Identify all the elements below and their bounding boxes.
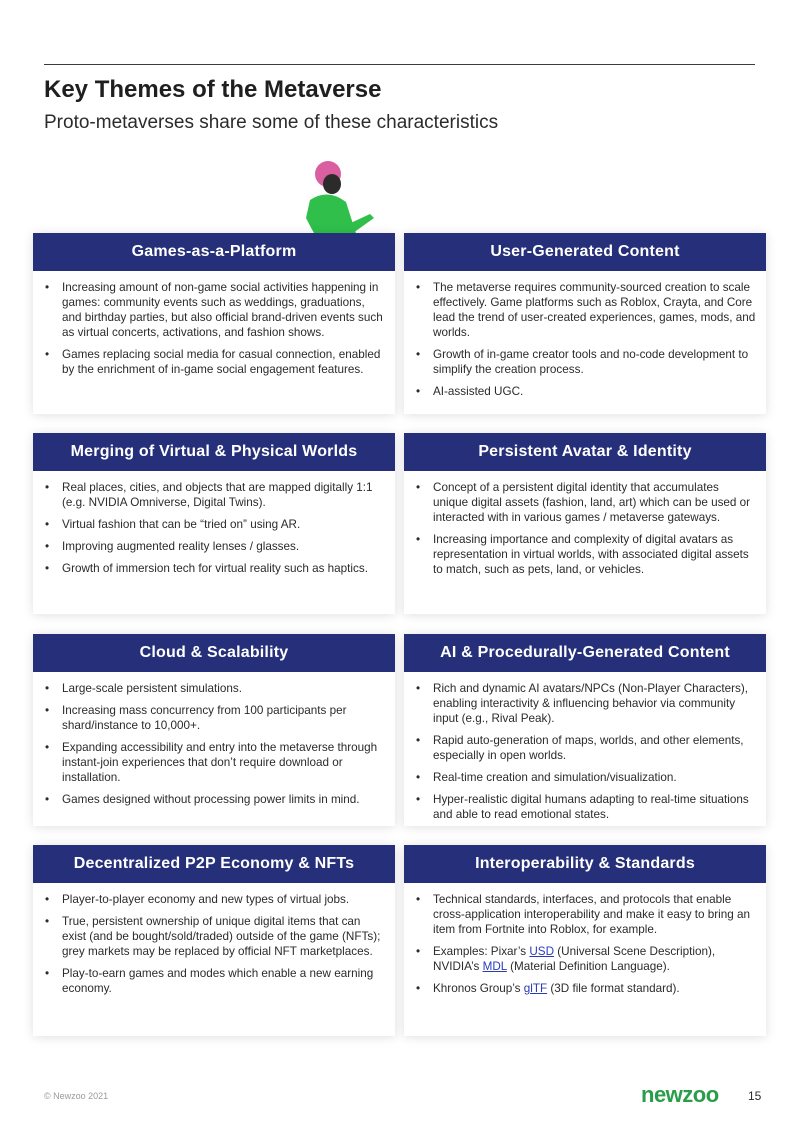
bullet-item: • AI-assisted UGC. — [414, 384, 756, 399]
page-title: Key Themes of the Metaverse — [44, 76, 382, 103]
bullet-item: • Hyper-realistic digital humans adapting to real-time situations and able to read emotional states. — [414, 792, 756, 822]
bullet-item: • Player-to-player economy and new types of virtual jobs. — [43, 892, 385, 907]
bullet-text: (Universal Scene Description), NVIDIA’s — [433, 945, 716, 973]
bullet-item-khronos — [414, 981, 756, 996]
bullet-list — [404, 271, 766, 414]
bullet-list — [33, 271, 395, 392]
bullet-item: • Increasing importance and complexity of digital avatars as representation in virtual worlds, with associated digital assets to match, such as pets, land, or vehicles. — [414, 532, 756, 577]
newzoo-logo: newzoo — [641, 1082, 719, 1107]
card-header: Cloud & Scalability — [33, 634, 395, 672]
bullet-item: • Rapid auto-generation of maps, worlds, and other elements, especially in open worlds. — [414, 733, 756, 763]
bullet-list — [33, 883, 395, 1011]
card-cloud-scalability — [33, 634, 395, 826]
card-header: AI & Procedurally-Generated Content — [404, 634, 766, 672]
gltf-link[interactable]: glTF — [523, 982, 548, 995]
card-header: Persistent Avatar & Identity — [404, 433, 766, 471]
bullet-text: Examples: Pixar’s — [433, 945, 530, 958]
bullet-item: • Rich and dynamic AI avatars/NPCs (Non-Player Characters), enabling interactivity & influencing behavior via community input (e.g., Rival Peak). — [414, 681, 756, 726]
card-header: Games-as-a-Platform — [33, 233, 395, 271]
bullet-list — [33, 471, 395, 591]
bullet-list — [404, 672, 766, 837]
bullet-item: • Growth of in-game creator tools and no-code development to simplify the creation process. — [414, 347, 756, 377]
bullet-item: • Expanding accessibility and entry into the metaverse through instant-join experiences that don’t require download or installation. — [43, 740, 385, 785]
card-merging-worlds — [33, 433, 395, 614]
card-header: User-Generated Content — [404, 233, 766, 271]
bullet-text: (Material Definition Language). — [506, 960, 670, 973]
bullet-text: (3D file format standard). — [547, 982, 680, 995]
card-user-generated-content — [404, 233, 766, 414]
bullet-item: • Growth of immersion tech for virtual reality such as haptics. — [43, 561, 385, 576]
card-interoperability — [404, 845, 766, 1036]
bullet-item: • Concept of a persistent digital identity that accumulates unique digital assets (fashion, land, art) which can be used or interacted with in various games / metaverse gateways. — [414, 480, 756, 525]
bullet-item-examples — [414, 944, 756, 974]
page-subtitle: Proto-metaverses share some of these characteristics — [44, 112, 499, 133]
bullet-list — [33, 672, 395, 822]
bullet-item: • Real places, cities, and objects that are mapped digitally 1:1 (e.g. NVIDIA Omniverse, Digital Twins). — [43, 480, 385, 510]
card-decentralized-economy — [33, 845, 395, 1036]
card-header: Merging of Virtual & Physical Worlds — [33, 433, 395, 471]
card-header: Interoperability & Standards — [404, 845, 766, 883]
page-number: 15 — [748, 1089, 762, 1103]
card-persistent-avatar — [404, 433, 766, 614]
bullet-item: • Play-to-earn games and modes which enable a new earning economy. — [43, 966, 385, 996]
card-header: Decentralized P2P Economy & NFTs — [33, 845, 395, 883]
bullet-item: • Technical standards, interfaces, and protocols that enable cross-application interoperability and make it easy to bring an item from Fortnite into Roblox, for example. — [414, 892, 756, 937]
bullet-item: • Improving augmented reality lenses / glasses. — [43, 539, 385, 554]
card-ai-procedural — [404, 634, 766, 826]
usd-link[interactable]: USD — [529, 945, 555, 958]
bullet-item: • Real-time creation and simulation/visualization. — [414, 770, 756, 785]
bullet-item: • The metaverse requires community-sourced creation to scale effectively. Game platforms such as Roblox, Crayta, and Core lead the trend of user-created experiences, games, mods, and worlds. — [414, 280, 756, 340]
bullet-list — [404, 471, 766, 592]
bullet-item: • True, persistent ownership of unique digital items that can exist (and be bought/sold/traded) outside of the game (NFTs); grey markets may be replaced by official NFT marketplaces. — [43, 914, 385, 959]
bullet-item: • Large-scale persistent simulations. — [43, 681, 385, 696]
card-games-as-a-platform — [33, 233, 395, 414]
mdl-link[interactable]: MDL — [482, 960, 507, 973]
bullet-item: • Virtual fashion that can be “tried on” using AR. — [43, 517, 385, 532]
bullet-text: Khronos Group’s — [433, 982, 524, 995]
bullet-item: • Increasing mass concurrency from 100 participants per shard/instance to 10,000+. — [43, 703, 385, 733]
bullet-item: • Games replacing social media for casual connection, enabled by the enrichment of in-game social engagement features. — [43, 347, 385, 377]
bullet-item: • Increasing amount of non-game social activities happening in games: community events such as weddings, graduations, and birthday parties, but also official brand-driven events such as virtual concerts, activations, and fashion shows. — [43, 280, 385, 340]
copyright: © Newzoo 2021 — [44, 1091, 109, 1101]
bullet-list — [404, 883, 766, 1011]
bullet-item: • Games designed without processing power limits in mind. — [43, 792, 385, 807]
top-divider — [44, 64, 755, 65]
